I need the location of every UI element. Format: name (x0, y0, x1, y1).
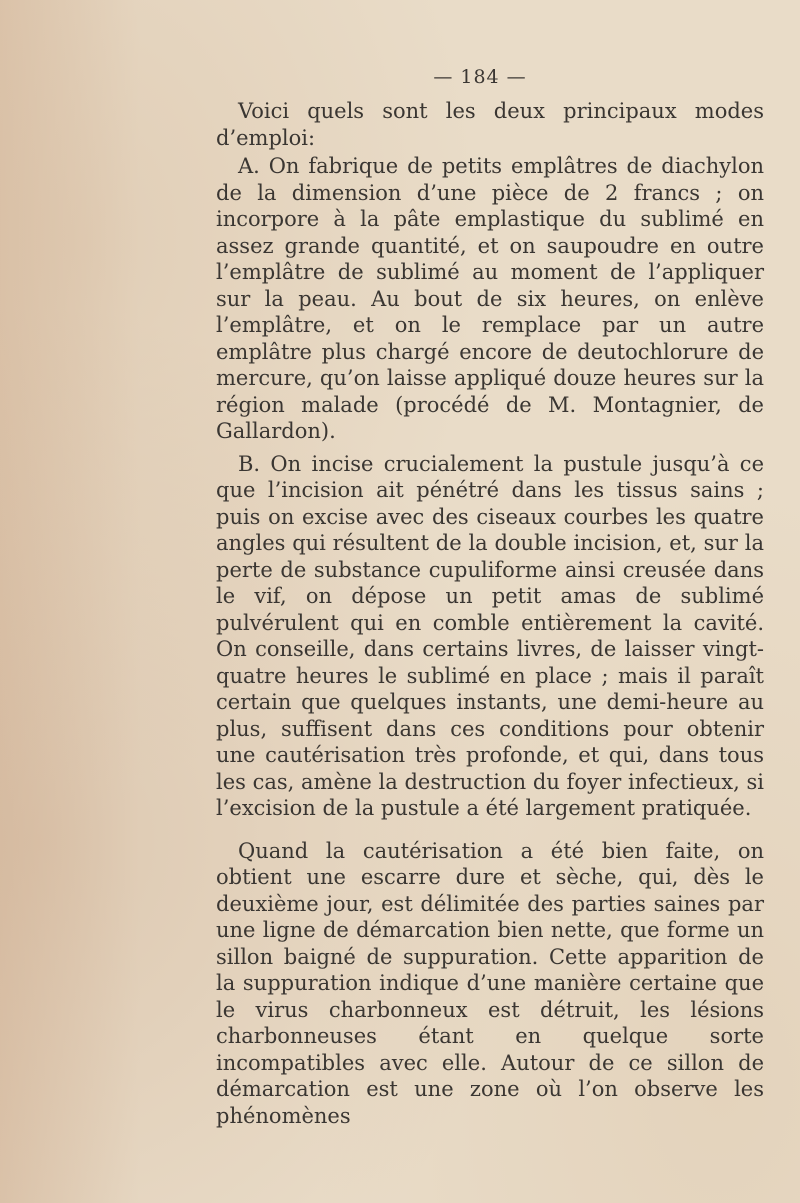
paragraph-method-b: B. On incise crucialement la pustule jusqu’à ce que l’incision ait pénétré dans les tissus sains ; puis on excise avec des ciseaux courbes les quatre angles qui résultent de la double incision, et, sur la perte de substance cupuliforme ainsi creusée dans le vif, on dépose un petit amas de sublimé pulvérulent qui en comble entièrement la cavité. On conseille, dans certains livres, de laisser vingt-quatre heures le sublimé en place ; mais il paraît certain que quelques instants, une demi-heure au plus, suffisent dans ces conditions pour obtenir une cautérisation très profonde, et qui, dans tous les cas, amène la destruction du foyer infectieux, si l’excision de la pustule a été largement pratiquée. (216, 451, 764, 820)
body-text (216, 98, 764, 1148)
paragraph-cauterisation: Quand la cautérisation a été bien faite, on obtient une escarre dure et sèche, qui, dès le deuxième jour, est délimitée des parties saines par une ligne de démarcation bien nette, que forme un sillon baigné de suppuration. Cette apparition de la suppuration indique d’une manière certaine que le virus charbonneux est détruit, les lésions charbonneuses étant en quelque sorte incompatibles avec elle. Autour de ce sillon de démarcation est une zone où l’on observe les phénomènes (216, 838, 764, 1128)
paragraph-method-a: A. On fabrique de petits emplâtres de diachylon de la dimension d’une pièce de 2 francs ; on incorpore à la pâte emplastique du sublimé en assez grande quantité, et on saupoudre en outre l’emplâtre de sublimé au moment de l’appliquer sur la peau. Au bout de six heures, on enlève l’emplâtre, et on le remplace par un autre emplâtre plus chargé encore de deutochlorure de mercure, qu’on laisse appliqué douze heures sur la région malade (procédé de M. Montagnier, de Gallardon). (216, 154, 764, 443)
paragraph-intro: Voici quels sont les deux principaux modes d’emploi: (216, 99, 764, 150)
page-number: — 184 — (433, 66, 527, 88)
